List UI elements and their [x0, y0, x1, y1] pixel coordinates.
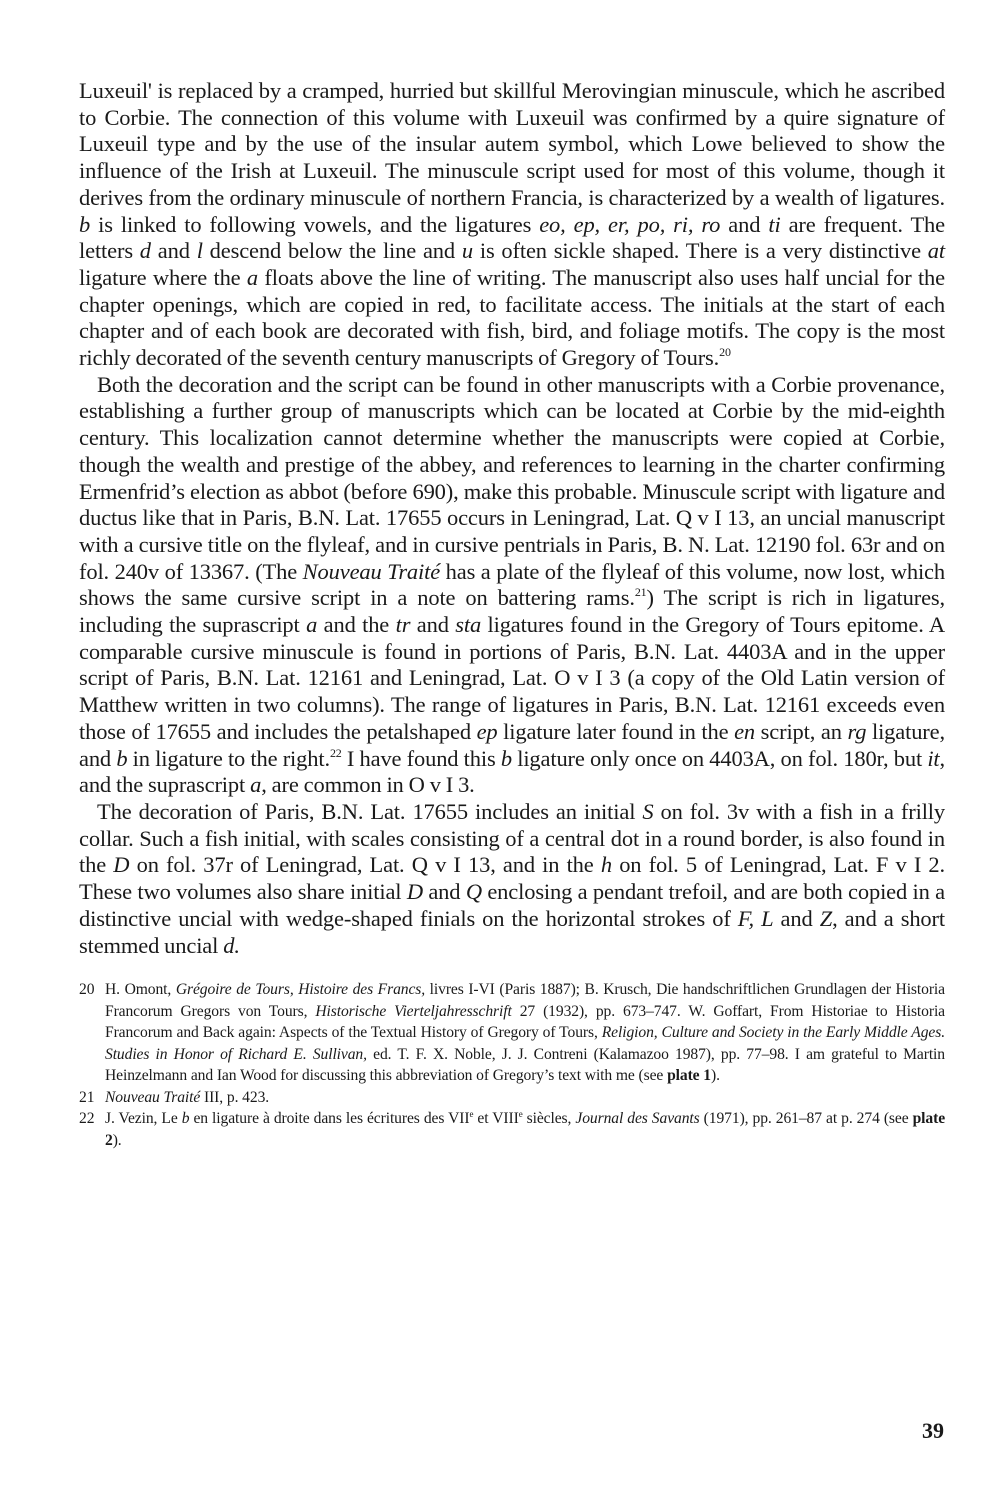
text-run: and — [410, 612, 456, 638]
text-run: ligature only once on 4403A, on fol. 180r, but — [511, 745, 928, 771]
italic-text: a — [246, 264, 258, 290]
footnote-ref: 22 — [329, 745, 342, 760]
text-run: on fol. 37r of Leningrad, Lat. Q v I 13, and in the — [129, 852, 601, 878]
text-run: and — [720, 211, 769, 237]
text-run: H. Omont, — [105, 981, 176, 999]
footnote-ref: e — [469, 1109, 474, 1120]
text-run: floats above the line of writing. The manuscript also uses half uncial for the chapter openings, which are copied in red, to facilitate access. The initials at the start of each chapter and of each book are decorated with fish, bird, and foliage motifs. The copy is the most richly decorated of the seventh century manuscripts of Gregory of Tours. — [79, 264, 945, 371]
text-run: has a plate of the flyleaf of this volume, now lost, which shows the same cursive script in a note on battering rams. — [79, 558, 945, 611]
italic-text: D — [113, 852, 130, 878]
text-run: is often sickle shaped. There is a very distinctive — [472, 238, 928, 264]
text-run: are frequent. The letters — [79, 211, 945, 264]
italic-text: D — [406, 879, 423, 905]
footnote-ref: e — [518, 1109, 523, 1120]
italic-text: tr — [395, 612, 411, 638]
text-run: Luxeuil' is replaced by a cramped, hurried but skillful Merovingian minuscule, which he ascribed to Corbie. The connection of this volume with Luxeuil was confirmed by a quire signature of Luxeuil type and by the use of the insular autem symbol, which Lowe believed to show the influence of the Irish at Luxeuil. The minuscule script used for most of this volume, though it derives from the ordinary minuscule of northern Francia, is characterized by a wealth of ligatures. — [79, 78, 945, 210]
italic-text: S — [642, 798, 654, 824]
text-run: ). — [112, 1131, 122, 1149]
page-number: 39 — [922, 1418, 944, 1443]
footnote — [79, 979, 945, 1087]
footnote-number: 20 — [79, 981, 95, 999]
bold-text: plate 1 — [667, 1067, 711, 1085]
footnote-text — [105, 1108, 945, 1151]
text-run: on fol. 5 of Leningrad, Lat. F v I 2. These two volumes also share initial — [79, 852, 945, 905]
italic-text: ep — [476, 718, 498, 744]
text-run: (1971), pp. 261–87 at p. 274 (see — [699, 1110, 913, 1128]
italic-text: h — [600, 852, 612, 878]
text-run: ligatures found in the Gregory of Tours epitome. A comparable cursive minuscule is found in portions of Paris, B.N. Lat. 4403A and in the upper script of Paris, B.N. Lat. 12161 and Leningrad, Lat. O v I 3 (a copy of the Old Latin version of Matthew written in two columns). The range of ligatures in Paris, B.N. Lat. 12161 exceeds even those of 17655 and includes the petalshaped — [79, 612, 945, 744]
text-run: en ligature à droite dans les écritures des VII — [189, 1110, 470, 1128]
text-run: livres I-VI (Paris 1887); B. Krusch, Die handschriftlichen Grundlagen der Historia Francorum Gregors von Tours, — [105, 981, 945, 1020]
text-run: and — [773, 905, 820, 931]
italic-text: it — [927, 745, 940, 771]
text-run: et VIII — [473, 1110, 519, 1128]
footnotes — [79, 979, 945, 1151]
text-run: and — [422, 879, 466, 905]
paragraph — [79, 799, 945, 959]
italic-text: F, L — [737, 905, 774, 931]
italic-text: Religion, Culture and Society in the Early Middle Ages. Studies in Honor of Richard E. Sullivan, — [105, 1024, 946, 1063]
italic-text: a — [250, 772, 262, 798]
italic-text: Z — [819, 905, 833, 931]
text-run: Both the decoration and the script can be found in other manuscripts with a Corbie provenance, establishing a further group of manuscripts which can be located at Corbie by the mid-eighth century. This localization cannot determine whether the manuscripts were copied at Corbie, though the wealth and prestige of the abbey, and references to learning in the charter confirming Ermenfrid’s election as abbot (before 690), make this probable. Minuscule script with ligature and ductus like that in Paris, B.N. Lat. 17655 occurs in Leningrad, Lat. Q v I 13, an uncial manuscript with a cursive title on the flyleaf, and in cursive pentrials in Paris, B. N. Lat. 12190 fol. 63r and on fol. 240v of 13367. (The — [79, 371, 945, 584]
italic-text: Grégoire de Tours, Histoire des Francs, — [175, 981, 426, 999]
italic-text: Q — [465, 879, 482, 905]
text-run: J. Vezin, Le — [105, 1110, 182, 1128]
text-run: is linked to following vowels, and the ligatures — [90, 211, 540, 237]
text-run: on fol. 3v with a fish in a frilly collar. Such a fish initial, with scales consisting of a central dot in a round border, is also found in the — [79, 798, 945, 878]
italic-text: u — [461, 238, 473, 264]
italic-text: Historische Vierteljahresschrift — [315, 1002, 512, 1020]
italic-text: en — [734, 718, 756, 744]
text-run: III, p. 423. — [200, 1088, 270, 1106]
footnote — [79, 1108, 945, 1151]
italic-text: a — [306, 612, 318, 638]
text-run: and — [150, 238, 197, 264]
text-run: ligature later found in the — [497, 718, 735, 744]
italic-text: b — [500, 745, 512, 771]
text-run: ) The script is rich in ligatures, including the suprascript — [79, 585, 945, 638]
italic-text: ti — [768, 211, 781, 237]
text-run: siècles, — [522, 1110, 576, 1128]
italic-text: eo, ep, er, po, ri, ro — [539, 211, 721, 237]
text-run: descend below the line and — [202, 238, 462, 264]
page-content — [79, 78, 945, 1151]
text-run: and the — [317, 612, 396, 638]
italic-text: Nouveau Traité — [302, 558, 441, 584]
italic-text: b — [116, 745, 128, 771]
italic-text: rg — [847, 718, 867, 744]
italic-text: b — [79, 211, 91, 237]
footnote-ref: 21 — [634, 585, 647, 600]
text-run: The decoration of Paris, B.N. Lat. 17655 includes an initial — [97, 798, 643, 824]
footnote-ref: 20 — [719, 345, 731, 360]
paragraph — [79, 78, 945, 372]
italic-text: d. — [223, 932, 240, 958]
italic-text: Journal des Savants — [575, 1110, 700, 1128]
italic-text: l — [196, 238, 203, 264]
bold-text: plate 2 — [105, 1110, 946, 1149]
text-run: , and a short stemmed uncial — [79, 905, 945, 958]
text-run: script, an — [755, 718, 848, 744]
text-run: I have found this — [341, 745, 501, 771]
text-run: in ligature to the right. — [127, 745, 330, 771]
footnote-text — [105, 1087, 945, 1109]
italic-text: Nouveau Traité — [105, 1088, 201, 1106]
text-run: , and the suprascript — [79, 745, 945, 798]
footnote-text — [105, 979, 945, 1087]
italic-text: at — [927, 238, 945, 264]
text-run: , are common in O v I 3. — [261, 772, 475, 798]
footnote-number: 21 — [79, 1088, 95, 1106]
text-run: ligature where the — [79, 264, 247, 290]
footnote-number: 22 — [79, 1110, 95, 1128]
body-text — [79, 78, 945, 959]
text-run: ed. T. F. X. Noble, J. J. Contreni (Kalamazoo 1987), pp. 77–98. I am grateful to Martin Heinzelmann and Ian Wood for discussing this abbreviation of Gregory’s text with me (see — [105, 1045, 945, 1085]
text-run: ligature, and — [79, 718, 945, 771]
paragraph — [79, 372, 945, 799]
italic-text: d — [139, 238, 151, 264]
italic-text: sta — [455, 612, 482, 638]
text-run: 27 (1932), pp. 673–747. W. Goffart, From Historiae to Historia Francorum and Back again: Aspects of the Textual History of Gregory of Tours, — [105, 1002, 945, 1042]
italic-text: b — [181, 1110, 190, 1128]
text-run: enclosing a pendant trefoil, and are both copied in a distinctive uncial with wedge-shaped finials on the horizontal strokes of — [79, 879, 945, 931]
text-run: ). — [710, 1067, 720, 1085]
footnote — [79, 1087, 945, 1109]
